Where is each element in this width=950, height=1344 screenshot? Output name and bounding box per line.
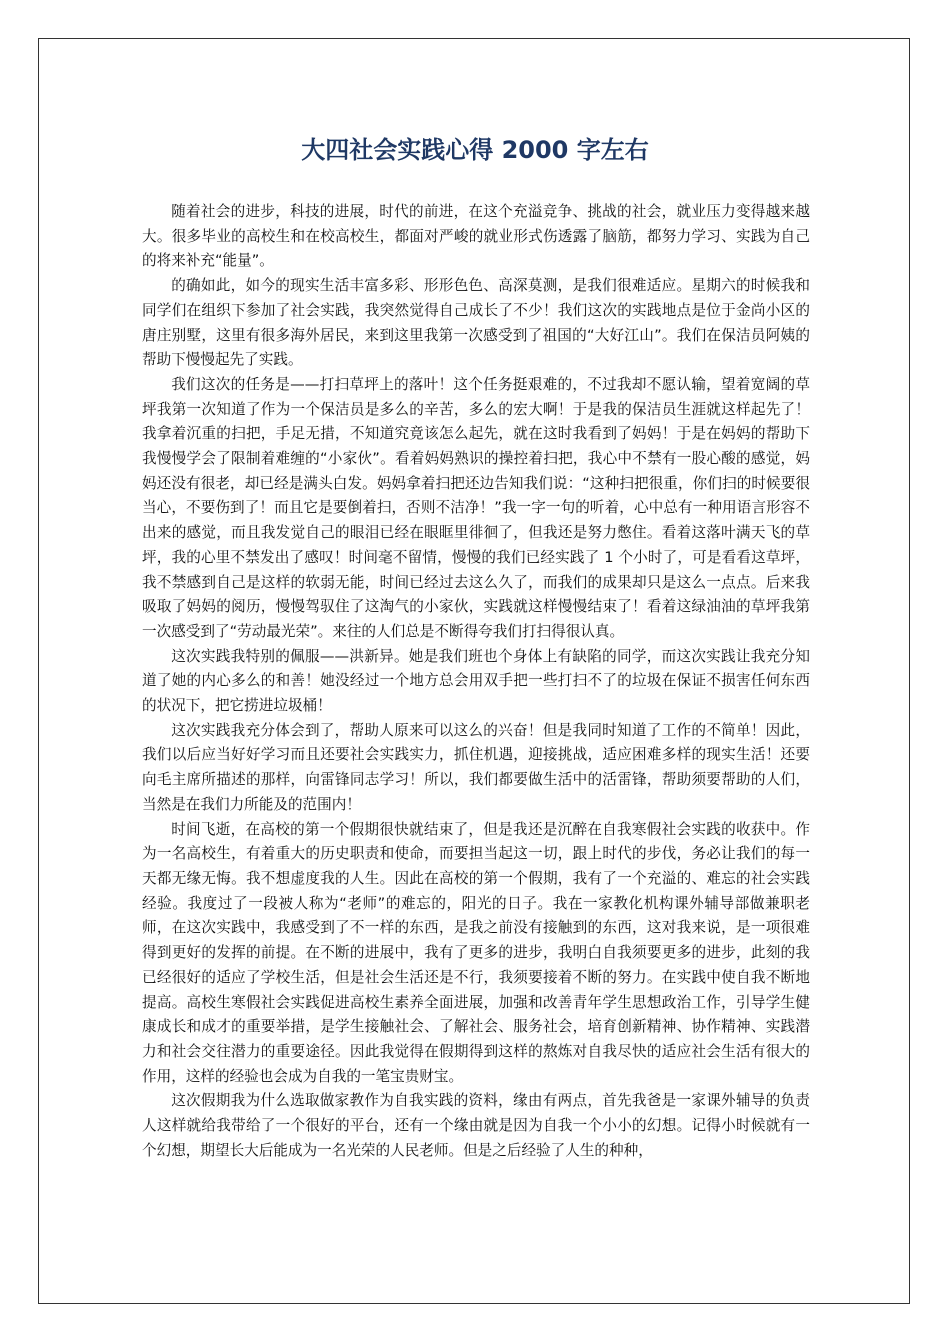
paragraph: 时间飞逝，在高校的第一个假期很快就结束了，但是我还是沉醉在自我寒假社会实践的收获中。作为一名高校生，有着重大的历史职责和使命，而要担当起这一切，跟上时代的步伐，务必让我们的每一天都无缘无悔。我不想虚度我的人生。因此在高校的第一个假期，我有了一个充溢的、难忘的社会实践经验。我度过了一段被人称为“老师”的难忘的，阳光的日子。我在一家教化机构课外辅导部做兼职老师，在这次实践中，我感受到了不一样的东西，是我之前没有接触到的东西，这对我来说，是一项很难得到更好的发挥的前提。在不断的进展中，我有了更多的进步，我明白自我须要更多的进步，此刻的我已经很好的适应了学校生活，但是社会生活还是不行，我须要接着不断的努力。在实践中使自我不断地提高。高校生寒假社会实践促进高校生素养全面进展，加强和改善青年学生思想政治工作，引导学生健康成长和成才的重要举措，是学生接触社会、了解社会、服务社会，培育创新精神、协作精神、实践潜力和社会交往潜力的重要途径。因此我觉得在假期得到这样的熬炼对自我尽快的适应社会生活有很大的作用，这样的经验也会成为自我的一笔宝贵财宝。 <box>142 820 810 1085</box>
paragraph: 这次假期我为什么选取做家教作为自我实践的资料，缘由有两点，首先我爸是一家课外辅导的负责人这样就给我带给了一个很好的平台，还有一个缘由就是因为自我一个小小的幻想。记得小时候就有一个幻想，期望长大后能成为一名光荣的人民老师。但是之后经验了人生的种种， <box>142 1092 810 1159</box>
document-title: 大四社会实践心得 2000 字左右 <box>301 136 649 164</box>
paragraph: 的确如此，如今的现实生活丰富多彩、形形色色、高深莫测，是我们很难适应。星期六的时候我和同学们在组织下参加了社会实践，我突然觉得自己成长了不少！我们这次的实践地点是位于金尚小区的唐庄别墅，这里有很多海外居民，来到这里我第一次感受到了祖国的“大好江山”。我们在保洁员阿姨的帮助下慢慢起先了实践。 <box>142 277 810 369</box>
paragraph: 我们这次的任务是——打扫草坪上的落叶！这个任务挺艰难的，不过我却不愿认输，望着宽阔的草坪我第一次知道了作为一个保洁员是多么的辛苦，多么的宏大啊！于是我的保洁员生涯就这样起先了！我拿着沉重的扫把，手足无措，不知道究竟该怎么起先，就在这时我看到了妈妈！于是在妈妈的帮助下我慢慢学会了限制着难缠的“小家伙”。看着妈妈熟识的操控着扫把，我心中不禁有一股心酸的感觉，妈妈还没有很老，却已经是满头白发。妈妈拿着扫把还边告知我们说：“这种扫把很重，你们扫的时候要很当心，不要伤到了！而且它是要倒着扫，否则不洁净！”我一字一句的听着，心中总有一种用语言形容不出来的感觉，而且我发觉自己的眼泪已经在眼眶里徘徊了，但我还是努力憋住。看着这落叶满天飞的草坪，我的心里不禁发出了感叹！时间毫不留情，慢慢的我们已经实践了 1 个小时了，可是看看这草坪，我不禁感到自己是这样的软弱无能，时间已经过去这么久了，而我们的成果却只是这么一点点。后来我吸取了妈妈的阅历，慢慢驾驭住了这淘气的小家伙，实践就这样慢慢结束了！看着这绿油油的草坪我第一次感受到了“劳动最光荣”。来往的人们总是不断得夸我们打扫得很认真。 <box>142 375 810 640</box>
paragraph: 这次实践我特别的佩服——洪新异。她是我们班也个身体上有缺陷的同学，而这次实践让我充分知道了她的内心多么的和善！她没经过一个地方总会用双手把一些打扫不了的垃圾在保证不损害任何东西的状况下，把它捞进垃圾桶！ <box>142 647 810 715</box>
document-body <box>142 200 810 1163</box>
paragraph: 随着社会的进步，科技的进展，时代的前进，在这个充溢竞争、挑战的社会，就业压力变得越来越大。很多毕业的高校生和在校高校生，都面对严峻的就业形式伤透露了脑筋，都努力学习、实践为自己的将来补充“能量”。 <box>142 203 810 270</box>
paragraph: 这次实践我充分体会到了，帮助人原来可以这么的兴奋！但是我同时知道了工作的不简单！因此，我们以后应当好好学习而且还要社会实践实力，抓住机遇，迎接挑战，适应困难多样的现实生活！还要向毛主席所描述的那样，向雷锋同志学习！所以，我们都要做生活中的活雷锋，帮助须要帮助的人们，当然是在我们力所能及的范围内！ <box>142 721 810 813</box>
